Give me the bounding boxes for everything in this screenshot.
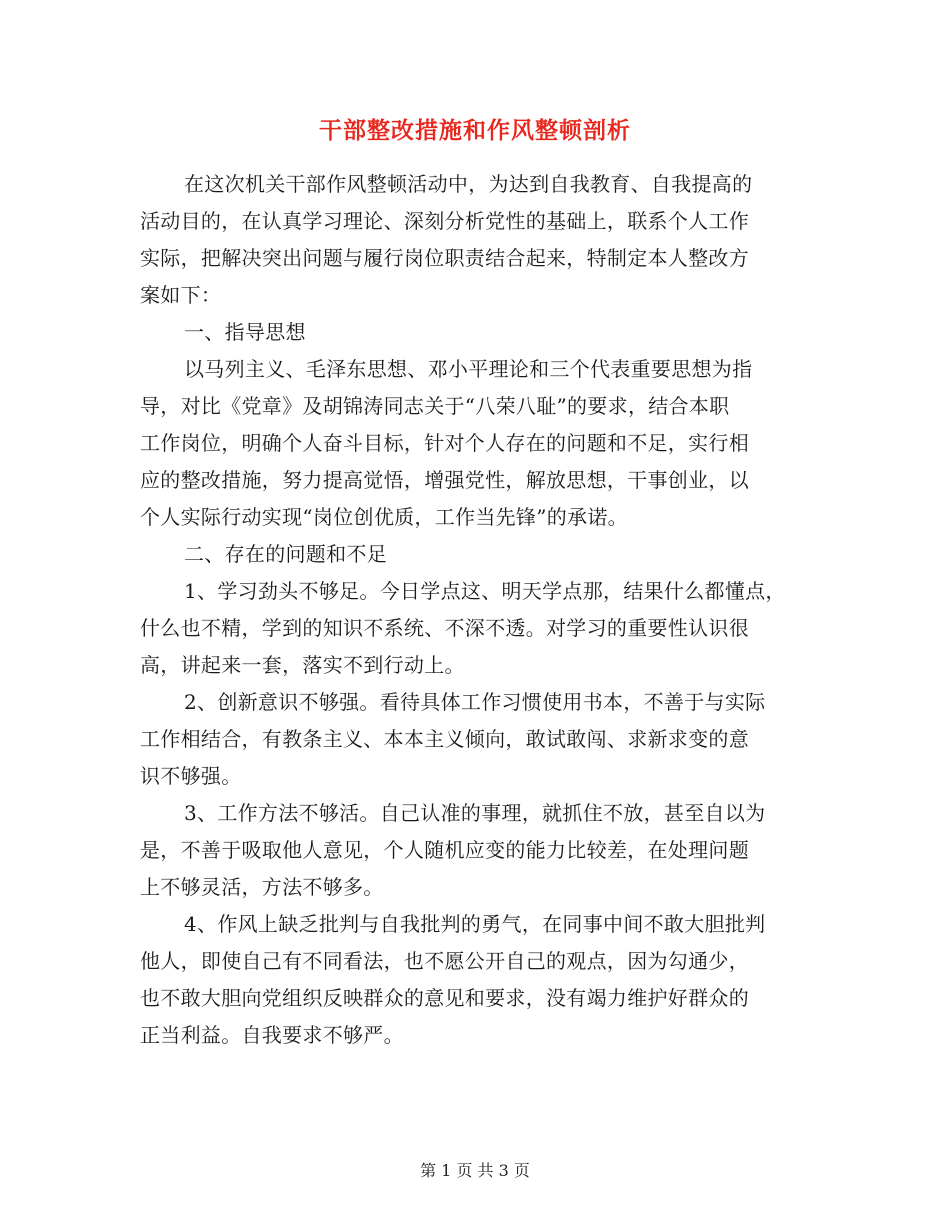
text-line: 在这次机关干部作风整顿活动中，为达到自我教育、自我提高的 bbox=[184, 172, 753, 196]
text-line: 4、作风上缺乏批判与自我批判的勇气，在同事中间不敢大胆批判 bbox=[184, 912, 766, 936]
text-line: 工作岗位，明确个人奋斗目标，针对个人存在的问题和不足，实行相 bbox=[140, 431, 749, 455]
document-body bbox=[140, 166, 816, 1054]
text-line: 是，不善于吸取他人意见，个人随机应变的能力比较差，在处理问题 bbox=[140, 838, 749, 862]
section-heading: 一、指导思想 bbox=[184, 320, 306, 344]
text-line: 3、工作方法不够活。自己认准的事理，就抓住不放，甚至自以为 bbox=[184, 801, 766, 825]
text-line: 工作相结合，有教条主义、本本主义倾向，敢试敢闯、求新求变的意 bbox=[140, 727, 749, 751]
text-line: 2、创新意识不够强。看待具体工作习惯使用书本，不善于与实际 bbox=[184, 690, 766, 714]
page-number-footer: 第 1 页 共 3 页 bbox=[420, 1161, 530, 1180]
text-line: 也不敢大胆向党组织反映群众的意见和要求，没有竭力维护好群众的 bbox=[140, 986, 749, 1010]
text-line: 导，对比《党章》及胡锦涛同志关于“八荣八耻”的要求，结合本职 bbox=[140, 394, 730, 418]
text-line: 什么也不精，学到的知识不系统、不深不透。对学习的重要性认识很 bbox=[140, 616, 749, 640]
text-line: 上不够灵活，方法不够多。 bbox=[140, 875, 384, 899]
text-line: 案如下： bbox=[140, 283, 222, 307]
text-line: 正当利益。自我要求不够严。 bbox=[140, 1023, 404, 1047]
text-line: 高，讲起来一套，落实不到行动上。 bbox=[140, 653, 465, 677]
text-line: 实际，把解决突出问题与履行岗位职责结合起来，特制定本人整改方 bbox=[140, 246, 749, 270]
text-line: 个人实际行动实现“岗位创优质，工作当先锋”的承诺。 bbox=[140, 505, 628, 529]
section-heading: 二、存在的问题和不足 bbox=[184, 542, 387, 566]
text-line: 活动目的，在认真学习理论、深刻分析党性的基础上，联系个人工作 bbox=[140, 209, 749, 233]
text-line: 识不够强。 bbox=[140, 764, 242, 788]
document-title: 干部整改措施和作风整顿剖析 bbox=[319, 117, 631, 144]
text-line: 他人，即使自己有不同看法，也不愿公开自己的观点，因为勾通少， bbox=[140, 949, 749, 973]
text-line: 以马列主义、毛泽东思想、邓小平理论和三个代表重要思想为指 bbox=[184, 357, 753, 381]
text-line: 1、学习劲头不够足。今日学点这、明天学点那，结果什么都懂点， bbox=[184, 579, 786, 603]
text-line: 应的整改措施，努力提高觉悟，增强党性，解放思想，干事创业，以 bbox=[140, 468, 749, 492]
